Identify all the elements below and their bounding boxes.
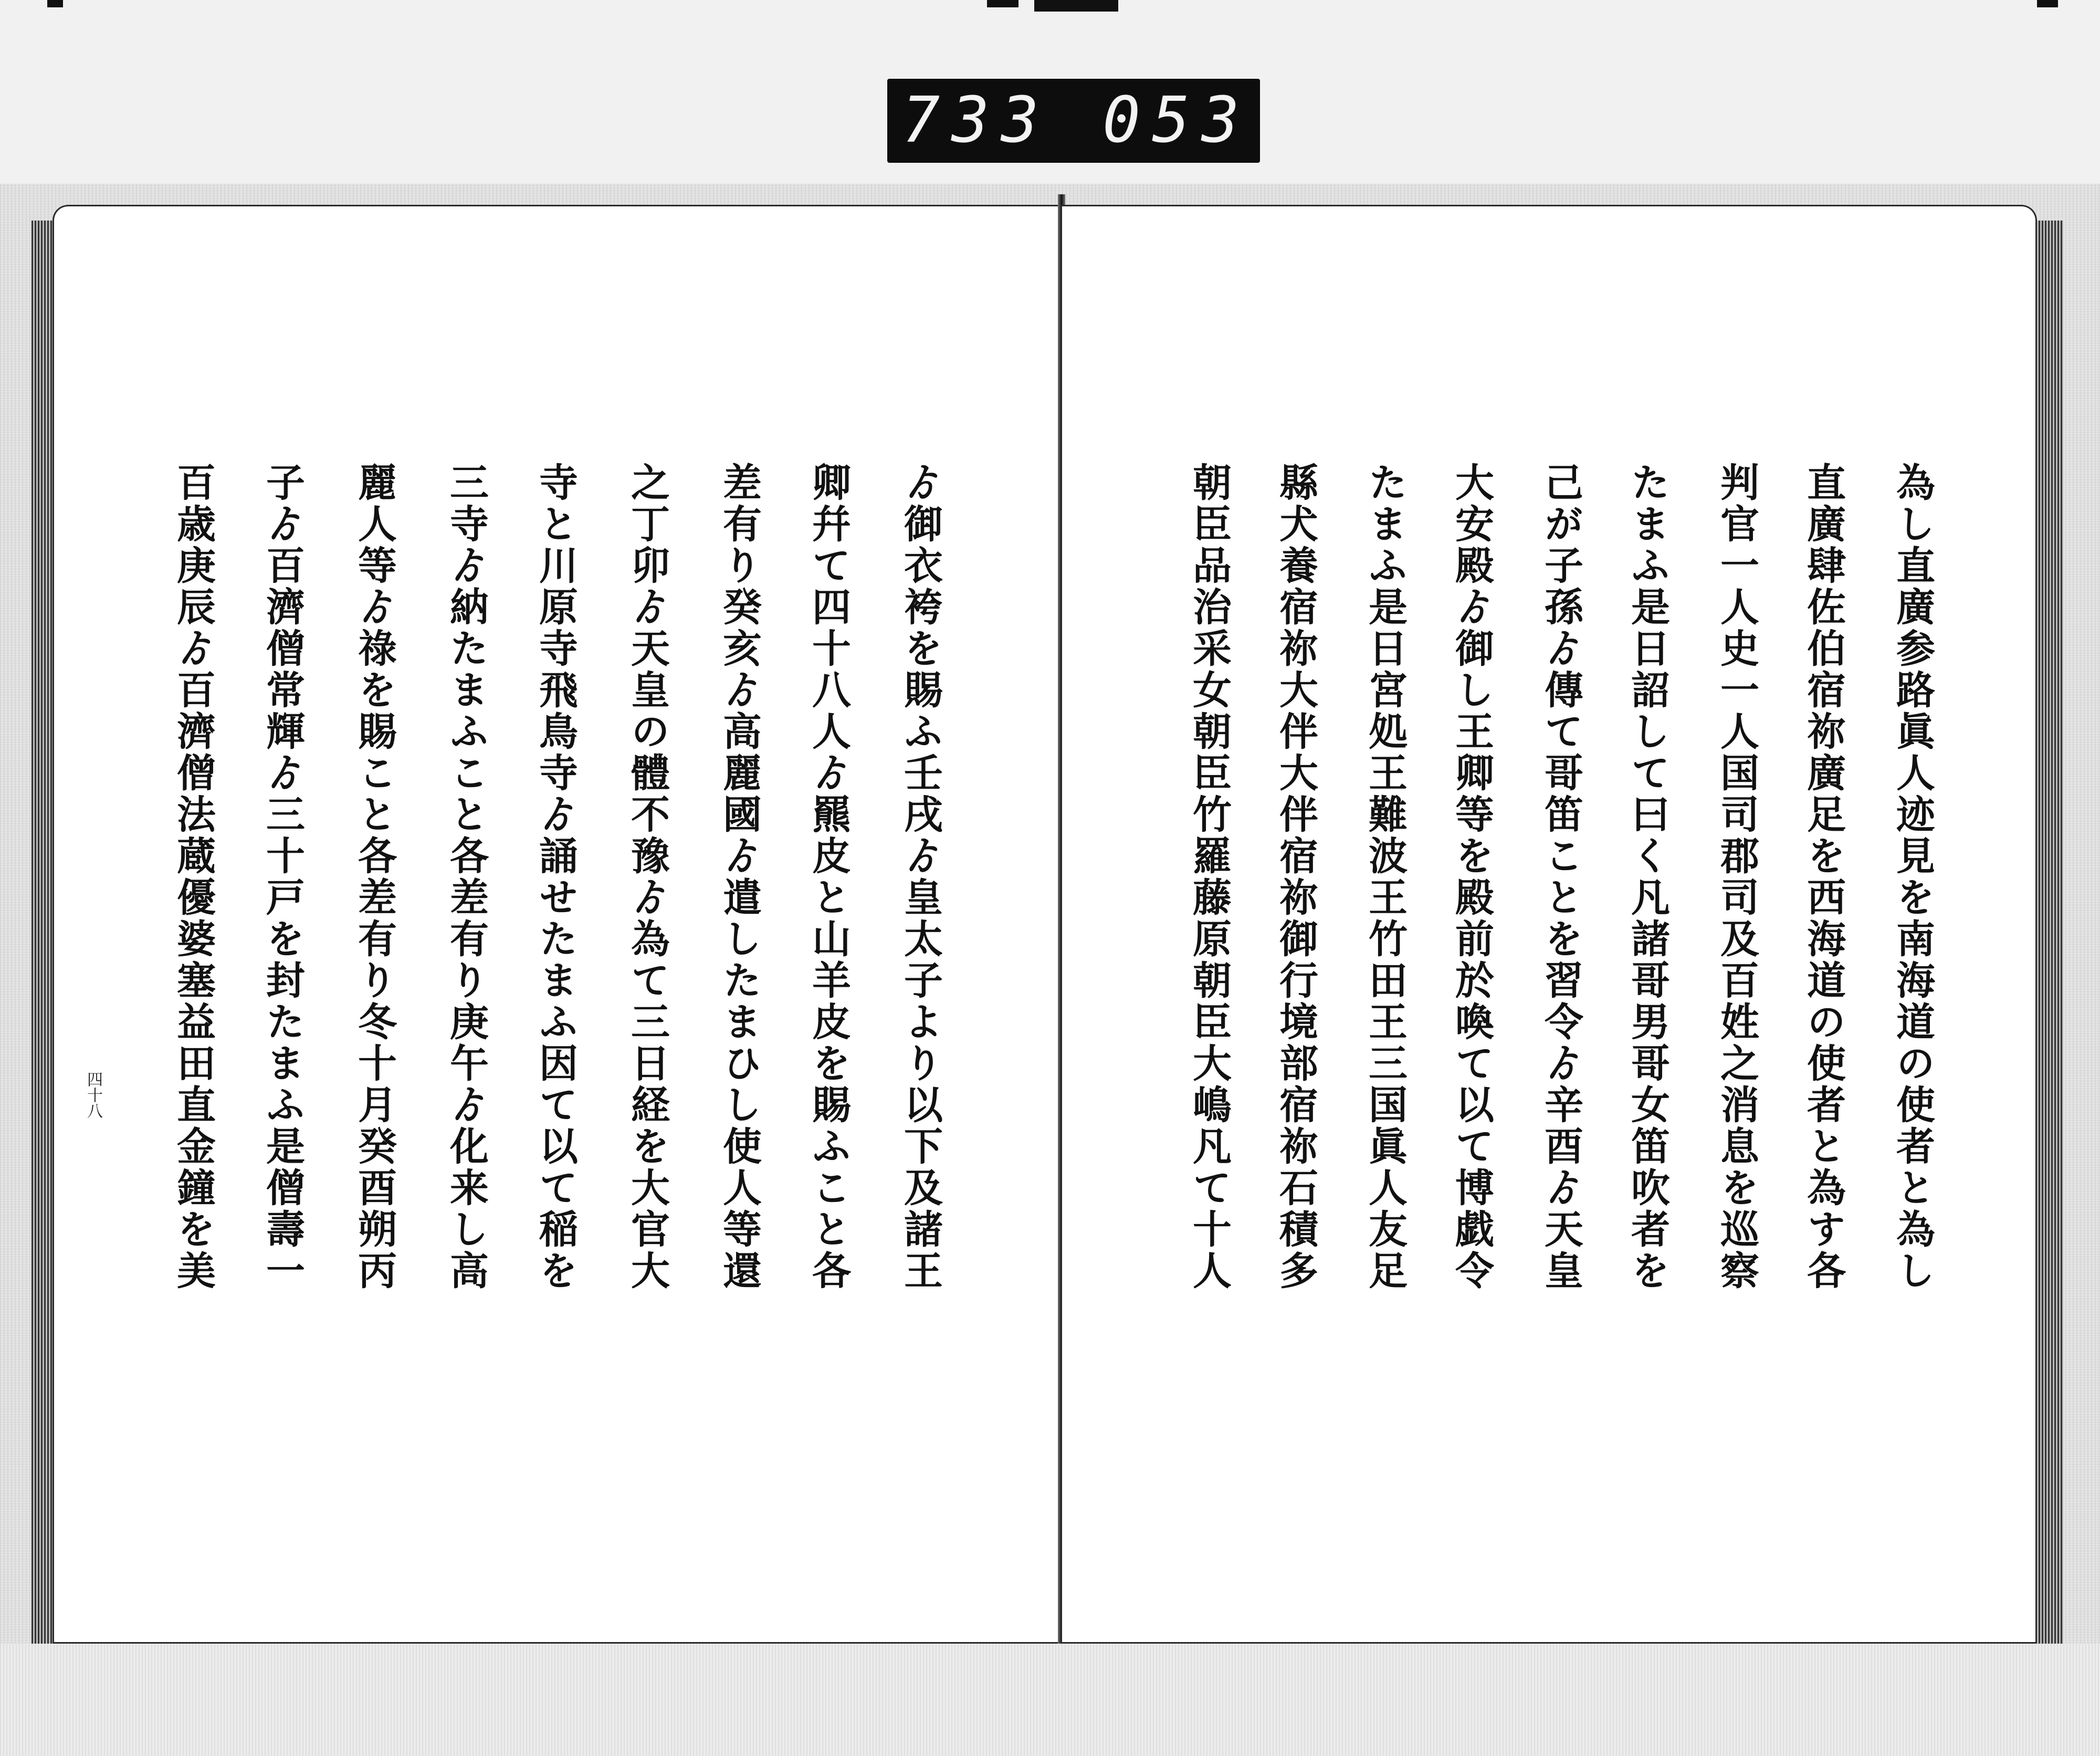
text-column: 朝臣品治采女朝臣竹羅藤原朝臣大嶋凡て十人 xyxy=(1186,462,1232,1292)
page-number: 四十八 xyxy=(84,1071,102,1119)
edge-mark xyxy=(47,0,63,7)
text-column: 子ゟ百濟僧常輝ゟ三十戸を封たまふ是僧壽一 xyxy=(260,462,305,1292)
text-column: 直廣肆佐伯宿祢廣足を西海道の使者と為す各 xyxy=(1801,462,1846,1292)
text-column: 寺と川原寺飛鳥寺ゟ誦せたまふ因て以て稲を xyxy=(533,462,578,1292)
text-column: 大安殿ゟ御し王卿等を殿前於喚て以て博戯令 xyxy=(1449,462,1494,1292)
text-column: たまふ是日宮処王難波王竹田王三国眞人友足 xyxy=(1362,462,1408,1292)
book-edge-right xyxy=(2037,221,2063,1649)
microfilm-frame-label xyxy=(887,79,1260,163)
edge-mark xyxy=(987,0,1018,7)
text-column: ゟ御衣袴を賜ふ壬戌ゟ皇太子より以下及諸王 xyxy=(898,462,943,1292)
text-column: 縣犬養宿祢大伴大伴宿祢御行境部宿祢石積多 xyxy=(1273,462,1318,1292)
text-column: 差有り癸亥ゟ高麗國ゟ遣したまひし使人等還 xyxy=(717,462,762,1292)
text-column: 己が子孫ゟ傳て哥笛ことを習令ゟ辛酉ゟ天皇 xyxy=(1538,462,1583,1292)
edge-mark xyxy=(1034,0,1118,12)
open-book xyxy=(32,173,2100,1644)
text-column: たまふ是日詔して曰く凡諸哥男哥女笛吹者を xyxy=(1625,462,1670,1292)
left-page xyxy=(52,205,1060,1644)
right-page xyxy=(1060,205,2037,1644)
text-column: 為し直廣参路眞人迹見を南海道の使者と為し xyxy=(1890,462,1935,1292)
text-column: 百歳庚辰ゟ百濟僧法蔵優婆塞益田直金鐘を美 xyxy=(171,462,216,1292)
edge-mark xyxy=(2037,0,2058,7)
text-column: 三寺ゟ納たまふこと各差有り庚午ゟ化来し高 xyxy=(444,462,489,1292)
microfilm-bottom-margin xyxy=(0,1644,2100,1756)
text-column: 卿幷て四十八人ゟ羆皮と山羊皮を賜ふこと各 xyxy=(806,462,851,1292)
text-column: 之丁卯ゟ天皇の體不豫ゟ為て三日経を大官大 xyxy=(625,462,670,1292)
frame-label-frame: 053 xyxy=(1102,84,1251,157)
book-edge-left xyxy=(32,221,52,1649)
frame-label-reel: 733 xyxy=(902,84,1051,157)
text-column: 判官一人史一人国司郡司及百姓之消息を巡察 xyxy=(1714,462,1759,1292)
text-column: 麗人等ゟ祿を賜こと各差有り冬十月癸酉朔丙 xyxy=(352,462,397,1292)
